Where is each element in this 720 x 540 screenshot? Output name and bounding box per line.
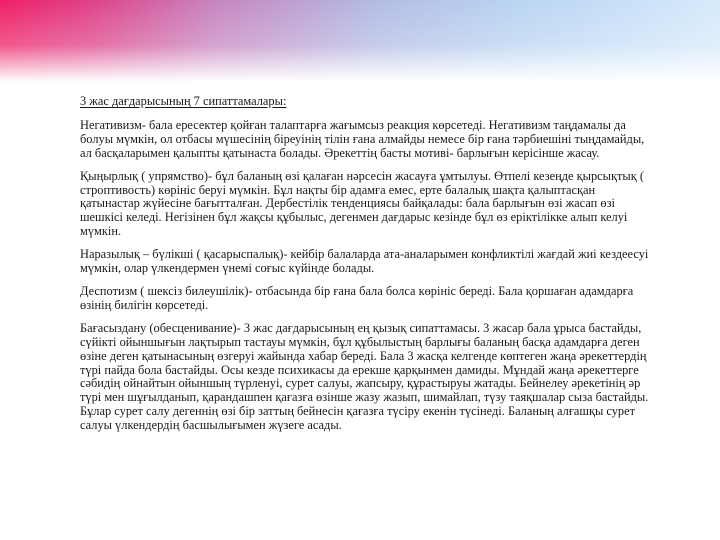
slide-title [80,95,652,109]
paragraph-stubbornness [80,170,652,240]
paragraph-text: - бала ересектер қойған талаптарға жағымсыз реакция көрсетеді. Негативизм таңдамалы да болуы мүмкін, ол отбасы мүшесінің біреуінің тілін ғана алмайды немесе бір ғана тәрбиешіні тыңдамайды, ал басқаларымен қалыпты қатынаста болады. Әрекеттің басты мотиві- барлығын керісінше жасау. [80,117,645,160]
paragraph-negativism [80,119,652,161]
paragraph-text: ( шексіз билеушілік)- отбасында бір ғана бала болса көрініс береді. Бала қоршаған адамдарға өзінің билігін көрсетеді. [80,283,634,312]
header-gradient-band [0,0,720,82]
paragraph-despotism [80,285,652,313]
paragraph-term: Бағасыздану [80,320,147,335]
paragraph-term: Негативизм [80,117,142,132]
slide-title-text: 3 жас дағдарысының 7 сипаттамалары [80,94,283,108]
paragraph-devaluation [80,322,652,433]
paragraph-protest [80,248,652,276]
paragraph-term: Деспотизм [80,283,138,298]
paragraph-text: – бүлікші ( қасарыспалық)- кейбір балаларда ата-аналарымен конфликтілі жағдай жиі кездеесуі мүмкін, олар үлкендермен үнемі соғыс күйінде болады. [80,247,649,276]
slide-title-suffix: : [282,94,287,108]
paragraph-text: (обесценивание)- 3 жас дағдарысының ең қызық сипаттамасы. 3 жасар бала ұрыса бастайды, сүйікті ойыншығын лақтырып тастауы мүмкін, бұл құбылыстың барлығы баланың басқа адамдарға деген өзіне деген қатынасының өзгеруі жайында хабар береді. Бала 3 жасқа келгенде көптеген жаңа әрекеттердің түрі пайда бола бастайды. Осы кезде психикасы да ерекше қарқынмен дамиды. Мұндай жаңа әрекеттерге сәбидің ойнайтын ойыншың түрленуі, сурет салуы, жапсыру, құрастыруы жатады. Бейнелеу әрекетінің әр түрі мен шұғылданып, қарандашпен қағазға өзінше жазу жазып, шимайлап, түзу таяқшалар сыза бастайды. Бұлар сурет салу дегеннің өзі бір заттың бейнесін қағазға түсіру екенін түсінеді. Баланың алғашқы сурет салуы үлкендердің басшылығымен жүзеге асады. [80,320,649,433]
paragraph-term: Қыңырлық [80,168,139,183]
paragraph-term: Наразылық [80,247,140,262]
paragraph-text: ( упрямство)- бұл баланың өзі қалаған нәрсесін жасауға ұмтылуы. Өтпелі кезеңде қырсықтық ( строптивость) көрініс беруі мүмкін. Бұл нақты бір адамға емес, ерте балалық шақта қалыптасқан қатынастар жүйесіне бағытталған. Дербестілік тенденциясы байқалады: бала барлығын өзі жасап өзі шешкісі келеді. Негізінен бұл жақсы құбылыс, дегенмен дағдарыс кезінде бұл өз еріктілікке алып келуі мүмкін. [80,168,644,239]
slide-body [80,95,652,442]
